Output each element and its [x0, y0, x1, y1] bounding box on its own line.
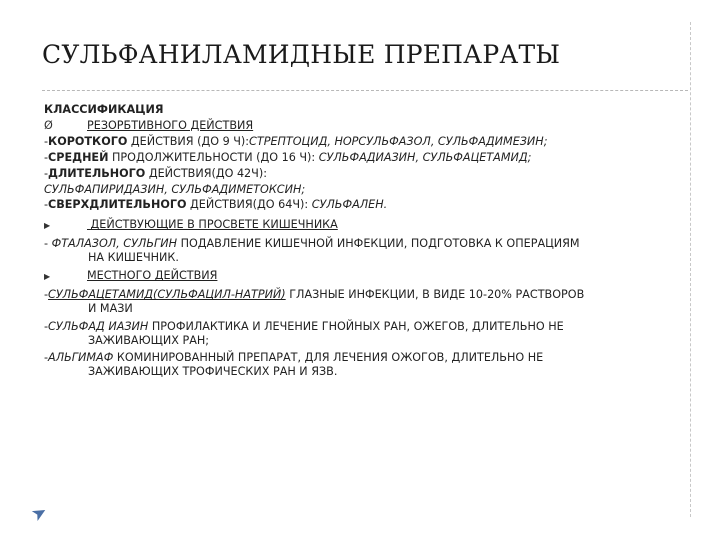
local-drug: СУЛЬФАД ИАЗИН — [48, 319, 149, 333]
extralong-acting-drugs: СУЛЬФАЛЕН. — [311, 198, 388, 212]
short-acting-drugs: СТРЕПТОЦИД, НОРСУЛЬФАЗОЛ, СУЛЬФАДИМЕЗИН; — [249, 134, 548, 148]
triangle-bullet-icon: ▶ — [44, 272, 51, 282]
title-divider — [42, 90, 688, 91]
local-drug: СУЛЬФАЦЕТАМИД(СУЛЬФАЦИЛ-НАТРИЙ) — [48, 288, 286, 302]
right-divider — [690, 22, 691, 517]
medium-acting-drugs: СУЛЬФАДИАЗИН, СУЛЬФАЦЕТАМИД; — [315, 150, 532, 164]
intestinal-item-cont: НА КИШЕЧНИК. — [88, 251, 179, 265]
extralong-acting-line: -СВЕРХДЛИТЕЛЬНОГО ДЕЙСТВИЯ(ДО 64Ч): СУЛЬФАЛЕН. — [44, 198, 388, 212]
local-item-cont: ЗАЖИВАЮЩИХ РАН; — [88, 333, 210, 347]
local-label: МЕСТНОГО ДЕЙСТВИЯ — [87, 269, 218, 283]
intestinal-item: - ФТАЛАЗОЛ, СУЛЬГИН ПОДАВЛЕНИЕ КИШЕЧНОЙ ИНФЕКЦИИ, ПОДГОТОВКА К ОПЕРАЦИЯМ — [44, 237, 580, 251]
resorptive-bullet — [44, 118, 684, 134]
resorptive-label: РЕЗОРБТИВНОГО ДЕЙСТВИЯ — [87, 118, 254, 132]
local-item: -СУЛЬФАД ИАЗИН ПРОФИЛАКТИКА И ЛЕЧЕНИЕ ГНОЙНЫХ РАН, ОЖЕГОВ, ДЛИТЕЛЬНО НЕ — [44, 319, 564, 333]
local-item-cont: И МАЗИ — [88, 302, 133, 316]
local-bullet — [44, 268, 684, 284]
classification-heading: КЛАССИФИКАЦИЯ — [44, 103, 164, 116]
triangle-bullet-icon: ▶ — [44, 221, 51, 231]
long-acting-drugs: СУЛЬФАПИРИДАЗИН, СУЛЬФАДИМЕТОКСИН; — [44, 182, 306, 196]
local-drug: АЛЬГИМАФ — [48, 350, 114, 364]
intestinal-drugs: ФТАЛАЗОЛ, СУЛЬГИН — [51, 237, 178, 251]
local-item-cont: ЗАЖИВАЮЩИХ ТРОФИЧЕСКИХ РАН И ЯЗВ. — [88, 364, 338, 378]
local-item: -АЛЬГИМАФ КОМИНИРОВАННЫЙ ПРЕПАРАТ, ДЛЯ ЛЕЧЕНИЯ ОЖОГОВ, ДЛИТЕЛЬНО НЕ — [44, 350, 544, 364]
local-item: -СУЛЬФАЦЕТАМИД(СУЛЬФАЦИЛ-НАТРИЙ) ГЛАЗНЫЕ ИНФЕКЦИИ, В ВИДЕ 10-20% РАСТВОРОВ — [44, 288, 585, 302]
long-acting-line: -ДЛИТЕЛЬНОГО ДЕЙСТВИЯ(ДО 42Ч): — [44, 166, 267, 180]
arrow-bullet-icon: Ø — [44, 118, 53, 132]
slide-body — [44, 102, 684, 378]
intestinal-bullet — [44, 217, 684, 233]
slide-title: СУЛЬФАНИЛАМИДНЫЕ ПРЕПАРАТЫ — [42, 40, 561, 69]
intestinal-label: ДЕЙСТВУЮЩИЕ В ПРОСВЕТЕ КИШЕЧНИКА — [87, 218, 338, 232]
short-acting-line: -КОРОТКОГО ДЕЙСТВИЯ (ДО 9 Ч):СТРЕПТОЦИД, НОРСУЛЬФАЗОЛ, СУЛЬФАДИМЕЗИН; — [44, 134, 548, 148]
medium-acting-line: -СРЕДНЕЙ ПРОДОЛЖИТЕЛЬНОСТИ (ДО 16 Ч): СУЛЬФАДИАЗИН, СУЛЬФАЦЕТАМИД; — [44, 150, 532, 164]
corner-arrow-icon: ➤ — [27, 500, 52, 527]
